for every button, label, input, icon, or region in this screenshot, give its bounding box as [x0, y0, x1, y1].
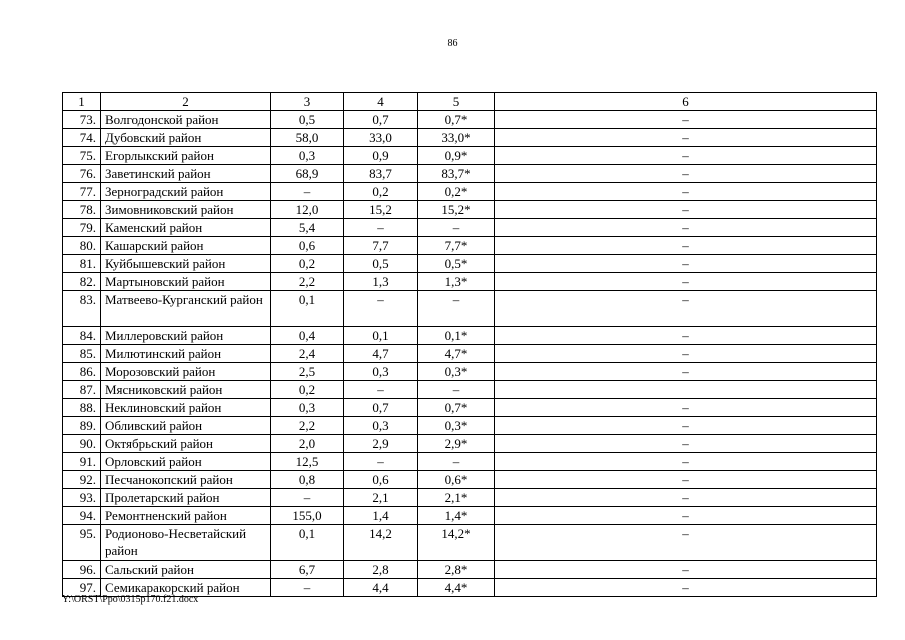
col5-value-cell: 14,2* [418, 525, 495, 561]
col4-value-cell: 2,9 [344, 435, 418, 453]
col6-value-cell: – [495, 183, 877, 201]
district-name-cell: Милютинский район [101, 345, 271, 363]
row-number-cell: 86. [63, 363, 101, 381]
col5-value-cell: 7,7* [418, 237, 495, 255]
table-body [63, 93, 877, 597]
header-cell: 2 [101, 93, 271, 111]
district-name-cell: Зимовниковский район [101, 201, 271, 219]
col4-value-cell: 33,0 [344, 129, 418, 147]
header-cell: 4 [344, 93, 418, 111]
row-number-cell: 74. [63, 129, 101, 147]
table-row [63, 327, 877, 345]
col4-value-cell: – [344, 219, 418, 237]
district-name-cell: Семикаракорский район [101, 579, 271, 597]
col6-value-cell: – [495, 129, 877, 147]
row-number-cell: 77. [63, 183, 101, 201]
col6-value-cell: – [495, 201, 877, 219]
row-number-cell: 82. [63, 273, 101, 291]
col6-value-cell: – [495, 291, 877, 327]
col6-value-cell: – [495, 147, 877, 165]
district-name-cell: Мартыновский район [101, 273, 271, 291]
col6-value-cell: – [495, 561, 877, 579]
col4-value-cell: 4,4 [344, 579, 418, 597]
footer-file-path: Y:\ORST\Ppo\0315p170.f21.docx [62, 594, 199, 605]
col6-value-cell: – [495, 219, 877, 237]
table-row [63, 219, 877, 237]
col4-value-cell: – [344, 381, 418, 399]
col4-value-cell: 7,7 [344, 237, 418, 255]
col5-value-cell: – [418, 381, 495, 399]
row-number-cell: 96. [63, 561, 101, 579]
district-name-cell: Кашарский район [101, 237, 271, 255]
col6-value-cell [495, 381, 877, 399]
col5-value-cell: 33,0* [418, 129, 495, 147]
row-number-cell: 85. [63, 345, 101, 363]
table-row [63, 111, 877, 129]
district-name-cell: Егорлыкский район [101, 147, 271, 165]
col4-value-cell: 0,7 [344, 111, 418, 129]
col4-value-cell: 15,2 [344, 201, 418, 219]
col3-value-cell: – [271, 579, 344, 597]
row-number-cell: 80. [63, 237, 101, 255]
header-cell: 5 [418, 93, 495, 111]
col6-value-cell: – [495, 345, 877, 363]
row-number-cell: 93. [63, 489, 101, 507]
row-number-cell: 94. [63, 507, 101, 525]
row-number-cell: 81. [63, 255, 101, 273]
header-cell: 1 [63, 93, 101, 111]
col5-value-cell: – [418, 291, 495, 327]
col6-value-cell: – [495, 579, 877, 597]
page-number: 86 [447, 38, 458, 49]
col3-value-cell: 0,5 [271, 111, 344, 129]
table-row [63, 507, 877, 525]
col5-value-cell: 0,2* [418, 183, 495, 201]
district-name-cell: Каменский район [101, 219, 271, 237]
col3-value-cell: 0,1 [271, 525, 344, 561]
col4-value-cell: 0,5 [344, 255, 418, 273]
col5-value-cell: 0,9* [418, 147, 495, 165]
row-number-cell: 73. [63, 111, 101, 129]
col5-value-cell: 0,3* [418, 363, 495, 381]
col4-value-cell: 0,2 [344, 183, 418, 201]
col4-value-cell: 14,2 [344, 525, 418, 561]
col5-value-cell: 15,2* [418, 201, 495, 219]
col4-value-cell: – [344, 291, 418, 327]
col3-value-cell: 2,2 [271, 417, 344, 435]
table-row [63, 201, 877, 219]
col4-value-cell: – [344, 453, 418, 471]
col3-value-cell: 0,3 [271, 399, 344, 417]
table-row [63, 417, 877, 435]
district-name-cell: Волгодонской район [101, 111, 271, 129]
col5-value-cell: 2,9* [418, 435, 495, 453]
row-number-cell: 91. [63, 453, 101, 471]
col4-value-cell: 0,3 [344, 417, 418, 435]
table-row [63, 291, 877, 327]
table-row [63, 453, 877, 471]
table-row [63, 435, 877, 453]
col5-value-cell: 0,5* [418, 255, 495, 273]
district-name-cell: Зерноградский район [101, 183, 271, 201]
col3-value-cell: 0,3 [271, 147, 344, 165]
col3-value-cell: 6,7 [271, 561, 344, 579]
table-row [63, 165, 877, 183]
table-row [63, 381, 877, 399]
table-row [63, 183, 877, 201]
col6-value-cell: – [495, 507, 877, 525]
district-name-cell: Ремонтненский район [101, 507, 271, 525]
district-name-cell: Песчанокопский район [101, 471, 271, 489]
row-number-cell: 78. [63, 201, 101, 219]
row-number-cell: 87. [63, 381, 101, 399]
col6-value-cell: – [495, 453, 877, 471]
district-name-cell: Дубовский район [101, 129, 271, 147]
col6-value-cell: – [495, 471, 877, 489]
table-row [63, 147, 877, 165]
district-name-cell: Куйбышевский район [101, 255, 271, 273]
col3-value-cell: 2,0 [271, 435, 344, 453]
row-number-cell: 79. [63, 219, 101, 237]
row-number-cell: 76. [63, 165, 101, 183]
col6-value-cell: – [495, 489, 877, 507]
district-name-cell: Обливский район [101, 417, 271, 435]
col5-value-cell: 0,1* [418, 327, 495, 345]
col6-value-cell: – [495, 417, 877, 435]
col6-value-cell: – [495, 399, 877, 417]
col4-value-cell: 83,7 [344, 165, 418, 183]
col4-value-cell: 2,1 [344, 489, 418, 507]
table-row [63, 399, 877, 417]
table-row [63, 525, 877, 561]
col6-value-cell: – [495, 165, 877, 183]
col4-value-cell: 1,4 [344, 507, 418, 525]
col5-value-cell: 4,4* [418, 579, 495, 597]
row-number-cell: 83. [63, 291, 101, 327]
table-header-row [63, 93, 877, 111]
col5-value-cell: 4,7* [418, 345, 495, 363]
district-name-cell: Миллеровский район [101, 327, 271, 345]
col6-value-cell: – [495, 273, 877, 291]
row-number-cell: 89. [63, 417, 101, 435]
row-number-cell: 92. [63, 471, 101, 489]
row-number-cell: 95. [63, 525, 101, 561]
row-number-cell: 75. [63, 147, 101, 165]
col6-value-cell: – [495, 237, 877, 255]
table-row [63, 255, 877, 273]
col3-value-cell: 0,1 [271, 291, 344, 327]
col5-value-cell: 1,4* [418, 507, 495, 525]
col5-value-cell: 83,7* [418, 165, 495, 183]
table-row [63, 489, 877, 507]
district-name-cell: Орловский район [101, 453, 271, 471]
col4-value-cell: 0,6 [344, 471, 418, 489]
col3-value-cell: 2,5 [271, 363, 344, 381]
col6-value-cell: – [495, 111, 877, 129]
col5-value-cell: 2,1* [418, 489, 495, 507]
col3-value-cell: 0,8 [271, 471, 344, 489]
col3-value-cell: 2,2 [271, 273, 344, 291]
col4-value-cell: 0,7 [344, 399, 418, 417]
header-cell: 6 [495, 93, 877, 111]
col3-value-cell: 2,4 [271, 345, 344, 363]
table-row [63, 345, 877, 363]
col6-value-cell: – [495, 327, 877, 345]
row-number-cell: 84. [63, 327, 101, 345]
col3-value-cell: 0,2 [271, 255, 344, 273]
district-data-table [62, 92, 877, 597]
col4-value-cell: 0,3 [344, 363, 418, 381]
table-row [63, 237, 877, 255]
col6-value-cell: – [495, 435, 877, 453]
col5-value-cell: 0,3* [418, 417, 495, 435]
district-name-cell: Сальский район [101, 561, 271, 579]
row-number-cell: 88. [63, 399, 101, 417]
table-row [63, 129, 877, 147]
col3-value-cell: 12,5 [271, 453, 344, 471]
district-name-cell: Родионово-Несветайский район [101, 525, 271, 561]
col4-value-cell: 1,3 [344, 273, 418, 291]
col3-value-cell: – [271, 183, 344, 201]
col3-value-cell: – [271, 489, 344, 507]
col5-value-cell: 0,7* [418, 399, 495, 417]
col3-value-cell: 0,4 [271, 327, 344, 345]
col5-value-cell: – [418, 219, 495, 237]
district-name-cell: Неклиновский район [101, 399, 271, 417]
district-name-cell: Мясниковский район [101, 381, 271, 399]
col3-value-cell: 58,0 [271, 129, 344, 147]
col4-value-cell: 0,1 [344, 327, 418, 345]
row-number-cell: 97. [63, 579, 101, 597]
col3-value-cell: 5,4 [271, 219, 344, 237]
col3-value-cell: 12,0 [271, 201, 344, 219]
col4-value-cell: 2,8 [344, 561, 418, 579]
col3-value-cell: 155,0 [271, 507, 344, 525]
row-number-cell: 90. [63, 435, 101, 453]
col5-value-cell: 0,7* [418, 111, 495, 129]
table-row [63, 363, 877, 381]
table-row [63, 273, 877, 291]
col5-value-cell: 0,6* [418, 471, 495, 489]
col3-value-cell: 0,2 [271, 381, 344, 399]
col4-value-cell: 4,7 [344, 345, 418, 363]
district-name-cell: Матвеево-Курганский район [101, 291, 271, 327]
header-cell: 3 [271, 93, 344, 111]
col5-value-cell: – [418, 453, 495, 471]
district-name-cell: Заветинский район [101, 165, 271, 183]
col4-value-cell: 0,9 [344, 147, 418, 165]
col6-value-cell: – [495, 255, 877, 273]
district-name-cell: Октябрьский район [101, 435, 271, 453]
col5-value-cell: 2,8* [418, 561, 495, 579]
col5-value-cell: 1,3* [418, 273, 495, 291]
district-name-cell: Морозовский район [101, 363, 271, 381]
table-row [63, 471, 877, 489]
col6-value-cell: – [495, 363, 877, 381]
col3-value-cell: 0,6 [271, 237, 344, 255]
district-name-cell: Пролетарский район [101, 489, 271, 507]
col3-value-cell: 68,9 [271, 165, 344, 183]
col6-value-cell: – [495, 525, 877, 561]
table-row [63, 561, 877, 579]
